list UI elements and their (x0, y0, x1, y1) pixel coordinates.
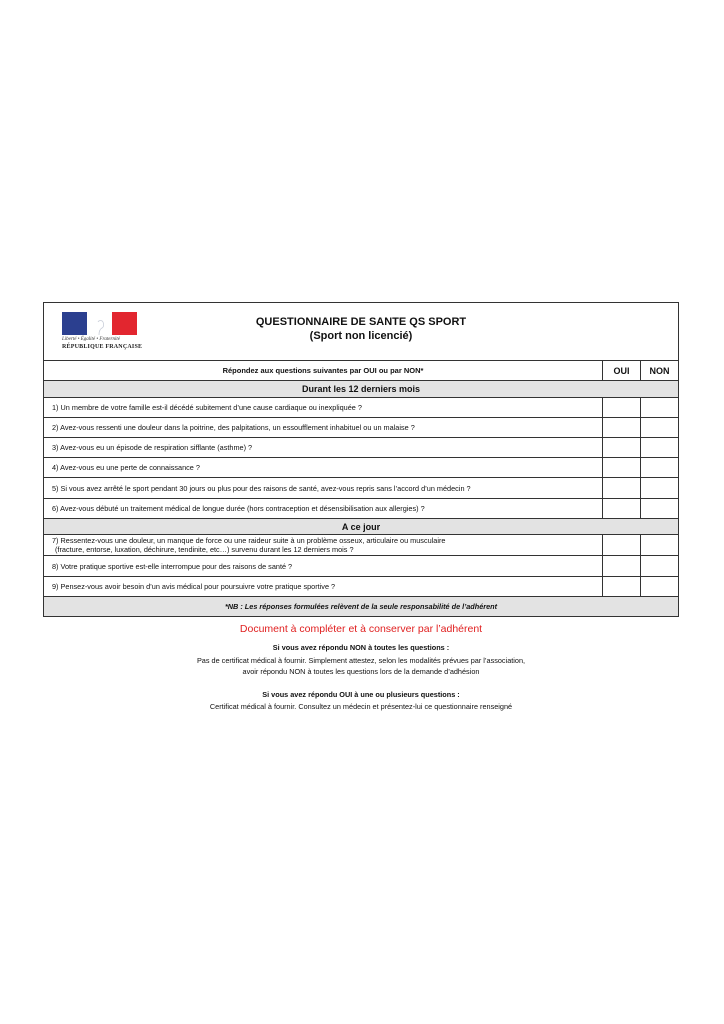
checkbox-non-7[interactable] (640, 535, 678, 555)
table-row (44, 478, 678, 499)
table-row (44, 438, 678, 458)
checkbox-oui-4[interactable] (602, 458, 640, 477)
checkbox-non-2[interactable] (640, 418, 678, 437)
question-6: 6) Avez-vous débuté un traitement médical de longue durée (hors contraception et désensibilisation aux allergies) ? (52, 504, 425, 513)
question-7 (44, 535, 602, 555)
table-row (44, 556, 678, 577)
form-subtitle: (Sport non licencié) (309, 330, 413, 342)
checkbox-oui-7[interactable] (602, 535, 640, 555)
yes-answer-line-1: Certificat médical à fournir. Consultez un médecin et présentez-lui ce questionnaire renseigné (209, 702, 513, 711)
checkbox-non-5[interactable] (640, 478, 678, 498)
checkbox-non-6[interactable] (640, 499, 678, 518)
checkbox-oui-2[interactable] (602, 418, 640, 437)
checkbox-non-9[interactable] (640, 577, 678, 596)
questionnaire-form (43, 302, 679, 617)
table-row (44, 499, 678, 519)
checkbox-oui-9[interactable] (602, 577, 640, 596)
col-head-oui: OUI (602, 361, 640, 380)
no-answer-title: Si vous avez répondu NON à toutes les questions : (272, 643, 450, 652)
republique-francaise-logo (44, 303, 204, 360)
question-2: 2) Avez-vous ressenti une douleur dans la poitrine, des palpitations, un essoufflement inhabituel ou un malaise ? (52, 423, 415, 432)
yes-answer-title: Si vous avez répondu OUI à une ou plusieurs questions : (262, 690, 460, 699)
col-head-non: NON (640, 361, 678, 380)
checkbox-oui-1[interactable] (602, 398, 640, 417)
nb-note: *NB : Les réponses formulées relèvent de la seule responsabilité de l’adhérent (44, 597, 678, 616)
question-8: 8) Votre pratique sportive est-elle interrompue pour des raisons de santé ? (52, 561, 293, 571)
question-1: 1) Un membre de votre famille est-il décédé subitement d’une cause cardiaque ou inexpliquée ? (52, 403, 362, 412)
checkbox-non-3[interactable] (640, 438, 678, 457)
no-answer-line-2: avoir répondu NON à toutes les questions lors de la demande d’adhésion (242, 667, 480, 676)
section-12-months: Durant les 12 derniers mois (44, 381, 678, 398)
checkbox-oui-8[interactable] (602, 556, 640, 576)
checkbox-non-1[interactable] (640, 398, 678, 417)
question-3: 3) Avez-vous eu un épisode de respiration sifflante (asthme) ? (52, 443, 253, 452)
checkbox-oui-6[interactable] (602, 499, 640, 518)
table-row (44, 398, 678, 418)
logo-motto: Liberté • Égalité • Fraternité (62, 337, 120, 342)
question-7-line-2: (fracture, entorse, luxation, déchirure, tendinite, etc…) survenu durant les 12 derniers mois ? (55, 545, 354, 554)
checkbox-oui-5[interactable] (602, 478, 640, 498)
title-block (204, 303, 678, 360)
checkbox-non-8[interactable] (640, 556, 678, 576)
red-notice: Document à compléter et à conserver par l’adhérent (239, 623, 483, 635)
table-row (44, 418, 678, 438)
question-4: 4) Avez-vous eu une perte de connaissance ? (52, 463, 200, 472)
question-5: 5) Si vous avez arrêté le sport pendant 30 jours ou plus pour des raisons de santé, avez-vous repris sans l’accord d’un médecin ? (52, 483, 471, 493)
table-head-row (44, 361, 678, 381)
section-today: A ce jour (44, 519, 678, 535)
question-9: 9) Pensez-vous avoir besoin d’un avis médical pour poursuivre votre pratique sportive ? (52, 582, 336, 591)
marianne-icon (87, 312, 113, 335)
table-row (44, 458, 678, 478)
yes-answer-block (43, 690, 679, 712)
question-7-line-1: 7) Ressentez-vous une douleur, un manque de force ou une raideur suite à un problème osseux, articulaire ou musculaire (52, 536, 446, 545)
instruction-text: Répondez aux questions suivantes par OUI ou par NON* (222, 366, 424, 375)
checkbox-non-4[interactable] (640, 458, 678, 477)
table-row (44, 577, 678, 597)
table-row (44, 535, 678, 556)
no-answer-block (43, 643, 679, 677)
form-header (44, 303, 678, 361)
no-answer-line-1: Pas de certificat médical à fournir. Simplement attestez, selon les modalités prévues par l’association, (196, 656, 526, 665)
logo-republic: RÉPUBLIQUE FRANÇAISE (62, 344, 143, 350)
form-title: QUESTIONNAIRE DE SANTE QS SPORT (255, 316, 467, 328)
checkbox-oui-3[interactable] (602, 438, 640, 457)
